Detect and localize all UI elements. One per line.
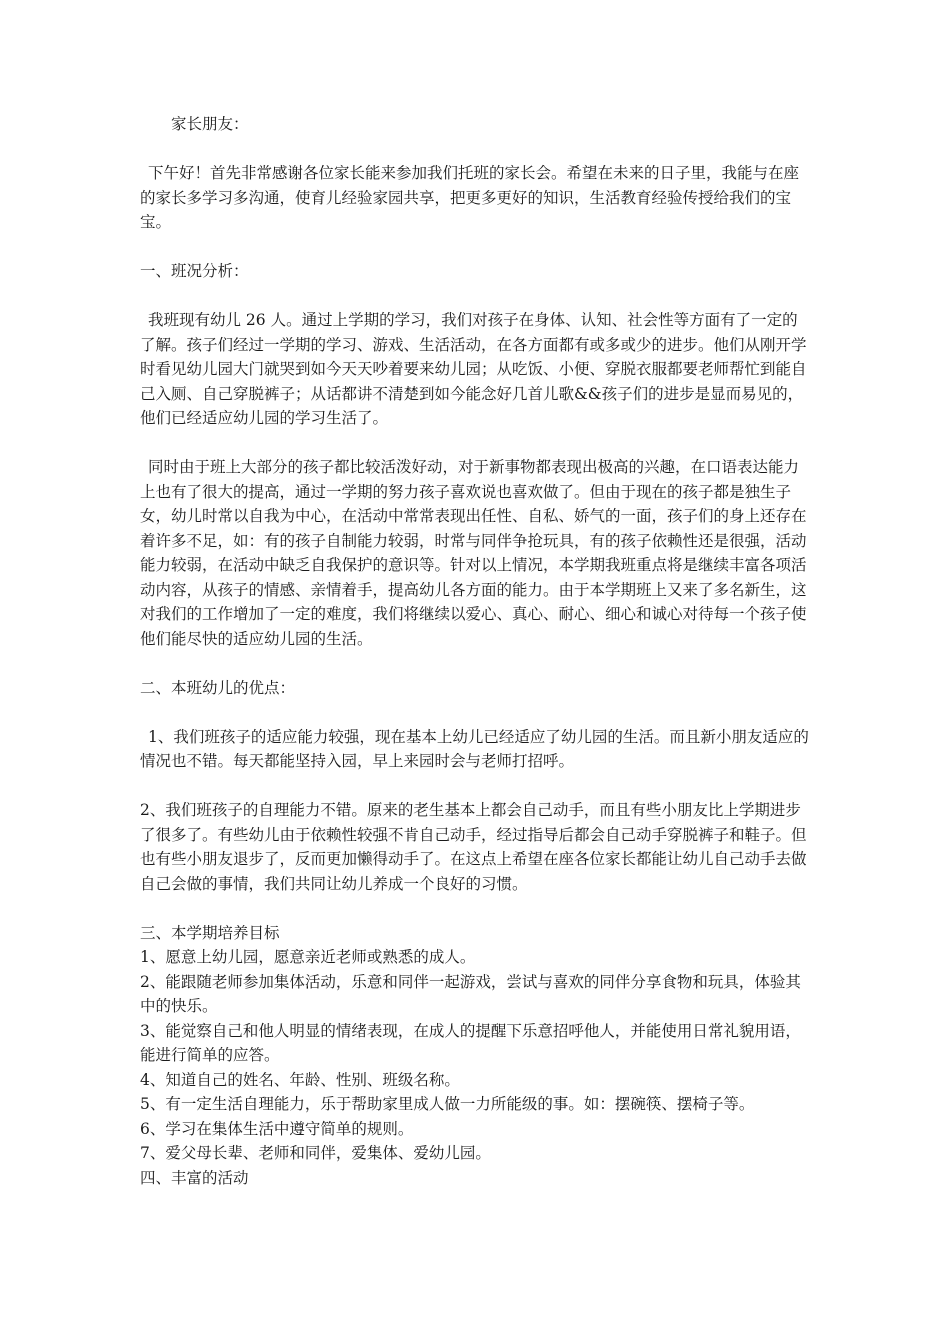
goal-item: 7、爱父母长辈、老师和同伴，爱集体、爱幼儿园。 (140, 1144, 491, 1162)
spacer (140, 137, 812, 162)
spacer (140, 431, 812, 456)
intro-paragraph: 下午好！首先非常感谢各位家长能来参加我们托班的家长会。希望在未来的日子里，我能与在座的家长多学习多沟通，使育儿经验家园共享，把更多更好的知识，生活教育经验传授给我们的宝宝。 (140, 164, 800, 231)
section-4-heading: 四、丰富的活动 (140, 1168, 249, 1187)
greeting: 家长朋友： (171, 115, 249, 133)
goal-item: 5、有一定生活自理能力，乐于帮助家里成人做一力所能级的事。如：摆碗筷、摆椅子等。 (140, 1095, 755, 1113)
goal-item: 2、能跟随老师参加集体活动，乐意和同伴一起游戏，尝试与喜欢的同伴分享食物和玩具，体验其中的快乐。 (140, 972, 801, 1015)
goal-item: 3、能觉察自己和他人明显的情绪表现，在成人的提醒下乐意招呼他人，并能使用日常礼貌用语，能进行简单的应答。 (140, 1021, 801, 1064)
spacer (140, 284, 812, 309)
section-2-point-2: 2、我们班孩子的自理能力不错。原来的老生基本上都会自己动手，而且有些小朋友比上学期进步了很多了。有些幼儿由于依赖性较强不肯自己动手，经过指导后都会自己动手穿脱裤子和鞋子。但也有些小朋友退步了，反而更加懒得动手了。在这点上希望在座各位家长都能让幼儿自己动手去做自己会做的事情，我们共同让幼儿养成一个良好的习惯。 (140, 801, 807, 893)
section-1-paragraph-2: 同时由于班上大部分的孩子都比较活泼好动，对于新事物都表现出极高的兴趣，在口语表达能力上也有了很大的提高，通过一学期的努力孩子喜欢说也喜欢做了。但由于现在的孩子都是独生子女，幼儿时常以自我为中心，在活动中常常表现出任性、自私、娇气的一面，孩子们的身上还存在着许多不足，如：有的孩子自制能力较弱，时常与同伴争抢玩具，有的孩子依赖性还是很强，活动能力较弱，在活动中缺乏自我保护的意识等。针对以上情况，本学期我班重点将是继续丰富各项活动内容，从孩子的情感、亲情着手，提高幼儿各方面的能力。由于本学期班上又来了多名新生，这对我们的工作增加了一定的难度，我们将继续以爱心、真心、耐心、细心和诚心对待每一个孩子使他们能尽快的适应幼儿园的生活。 (140, 458, 807, 648)
spacer (140, 235, 812, 260)
section-1-paragraph-1: 我班现有幼儿 26 人。通过上学期的学习，我们对孩子在身体、认知、社会性等方面有了一定的了解。孩子们经过一学期的学习、游戏、生活活动，在各方面都有或多或少的进步。他们从刚开学时看见幼儿园大门就哭到如今天天吵着要来幼儿园；从吃饭、小便、穿脱衣服都要老师帮忙到能自己入厕、自己穿脱裤子；从话都讲不清楚到如今能念好几首儿歌&&孩子们的进步是显而易见的，他们已经适应幼儿园的学习生活了。 (140, 311, 807, 427)
section-2-point-1: 1、我们班孩子的适应能力较强，现在基本上幼儿已经适应了幼儿园的生活。而且新小朋友适应的情况也不错。每天都能坚持入园，早上来园时会与老师打招呼。 (140, 727, 809, 770)
document-page (140, 112, 812, 1190)
spacer (140, 774, 812, 799)
goal-item: 6、学习在集体生活中遵守简单的规则。 (140, 1119, 414, 1138)
spacer (140, 651, 812, 676)
goal-item: 1、愿意上幼儿园，愿意亲近老师或熟悉的成人。 (140, 948, 476, 966)
section-3-heading: 三、本学期培养目标 (140, 923, 280, 942)
section-2-heading: 二、本班幼儿的优点： (140, 678, 296, 697)
goal-item: 4、知道自己的姓名、年龄、性别、班级名称。 (140, 1070, 460, 1089)
section-1-heading: 一、班况分析： (140, 262, 249, 280)
spacer (140, 700, 812, 725)
spacer (140, 896, 812, 921)
